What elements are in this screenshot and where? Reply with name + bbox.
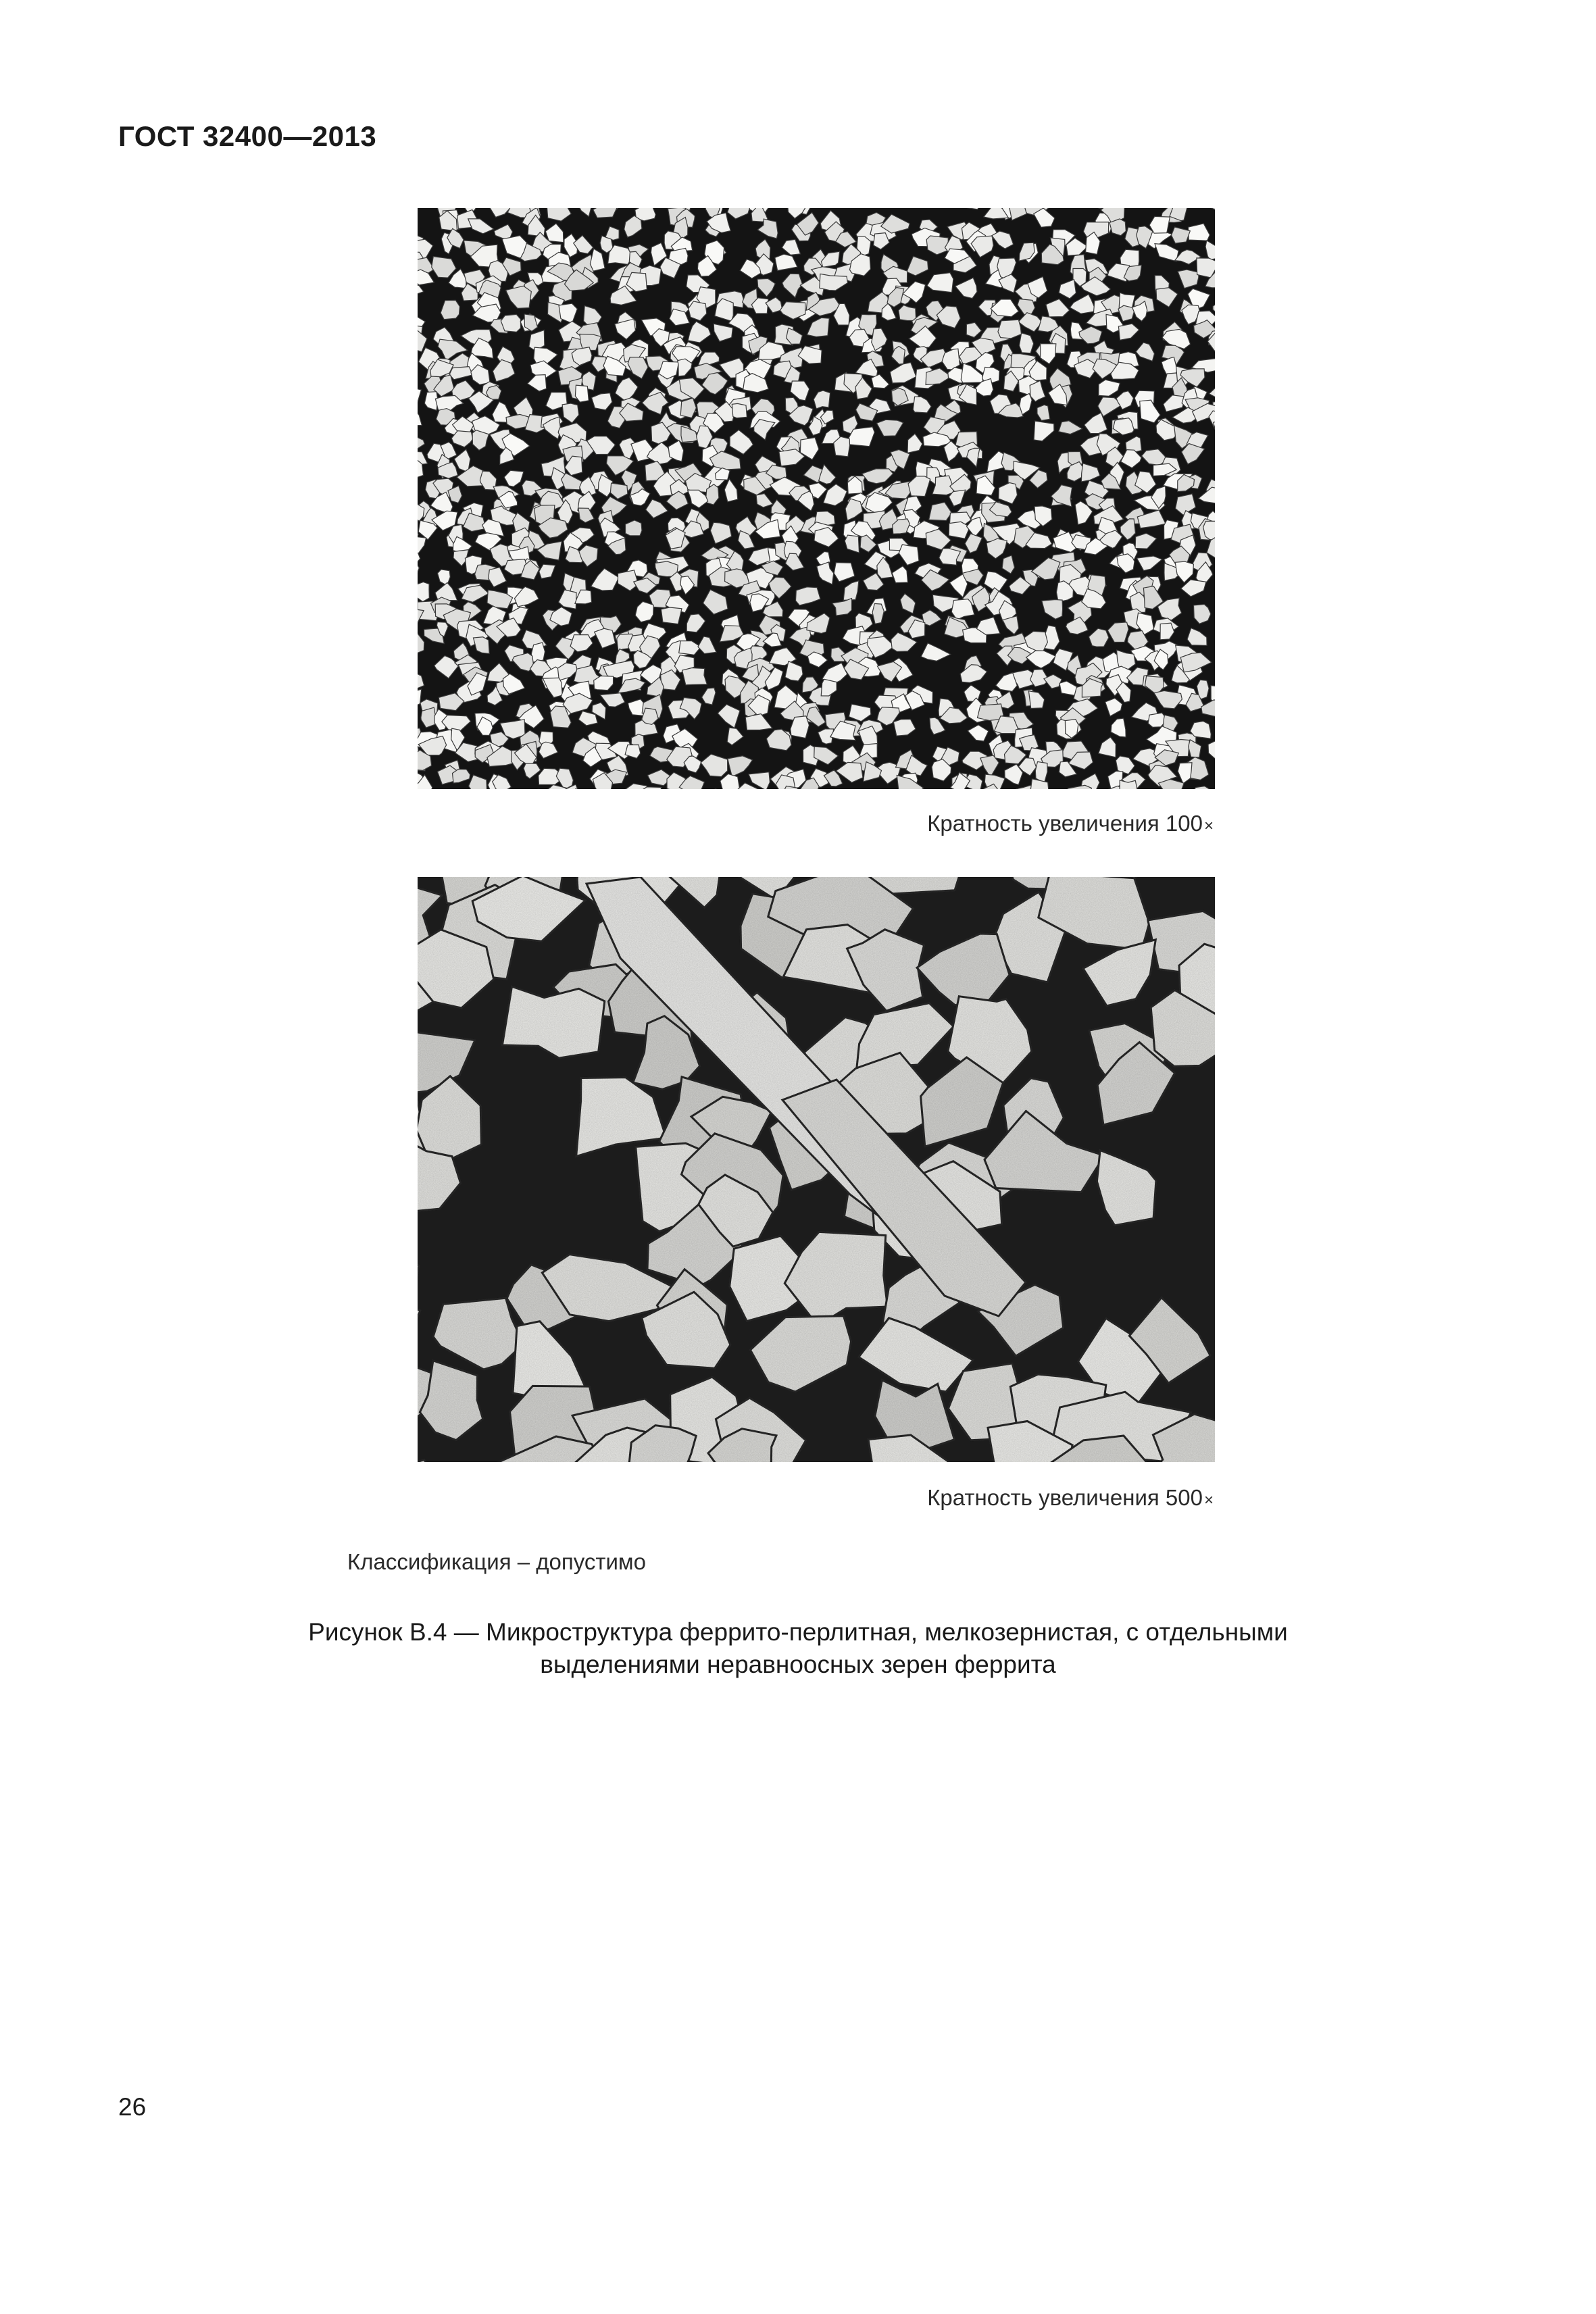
document-header: ГОСТ 32400—2013 — [118, 120, 377, 152]
magnification-caption-500x — [927, 1485, 1214, 1511]
magnification-caption-100x — [927, 811, 1214, 836]
figure-caption — [203, 1616, 1393, 1681]
figure-caption-line-2: выделениями неравноосных зерен феррита — [540, 1651, 1056, 1678]
micrograph-100x — [418, 208, 1215, 789]
micrograph-500x-image — [418, 877, 1215, 1462]
page-number: 26 — [118, 2093, 147, 2121]
micrograph-100x-image — [418, 208, 1215, 789]
micrograph-500x — [418, 877, 1215, 1462]
times-symbol: × — [1203, 1491, 1214, 1509]
classification-label: Классификация – допустимо — [347, 1549, 646, 1574]
times-symbol: × — [1203, 817, 1214, 835]
magnification-caption-text: Кратность увеличения 500 — [927, 1485, 1203, 1510]
magnification-caption-text: Кратность увеличения 100 — [927, 811, 1203, 836]
figure-caption-line-1: Рисунок В.4 — Микроструктура феррито-перлитная, мелкозернистая, с отдельными — [308, 1618, 1288, 1646]
